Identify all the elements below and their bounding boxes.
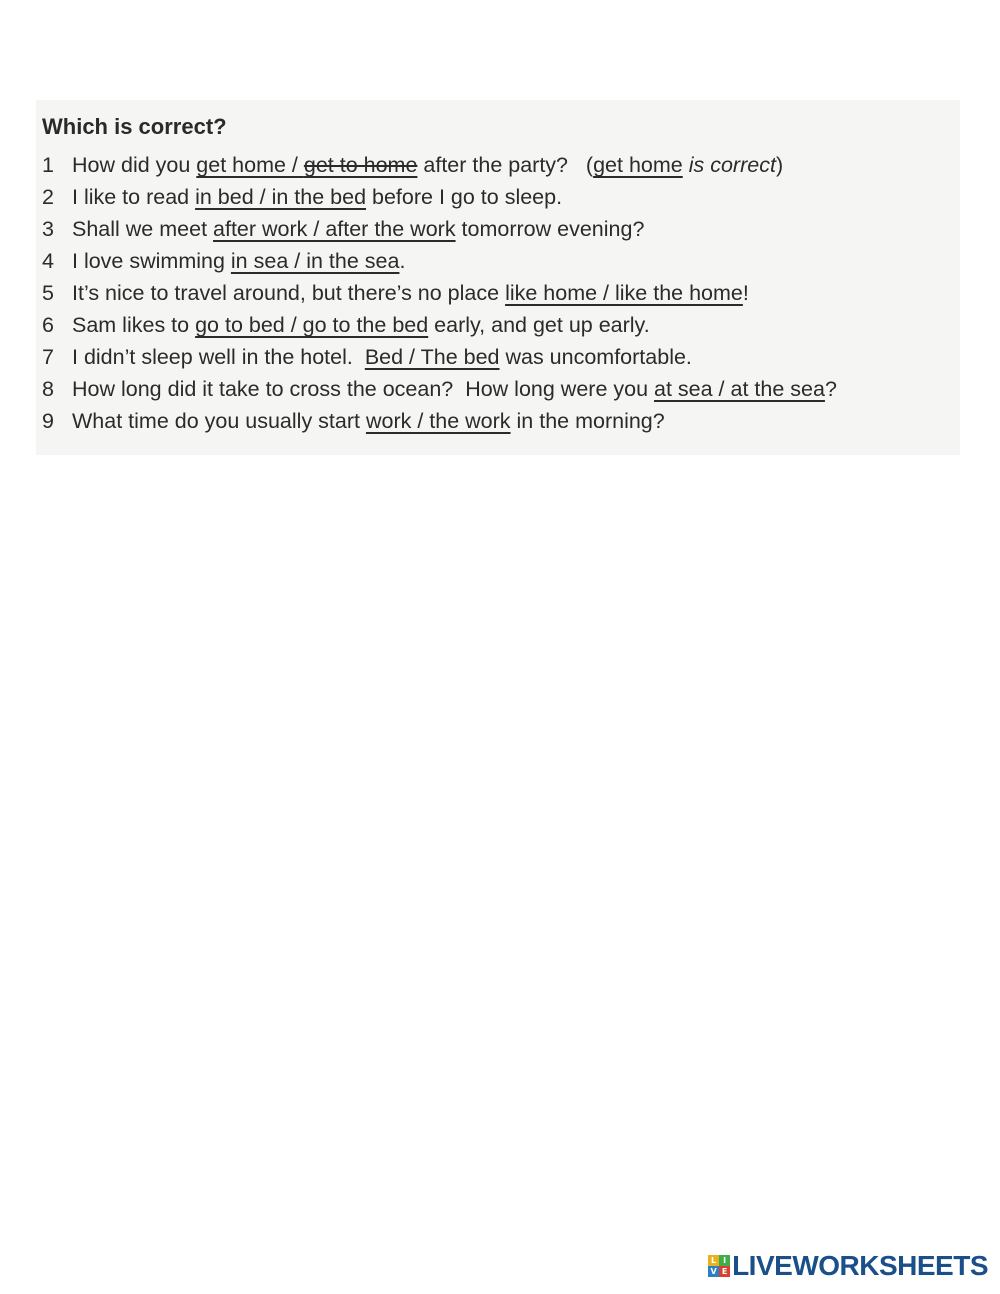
item-number: 2 bbox=[42, 185, 54, 209]
answer-options[interactable]: go to bed / go to the bed bbox=[195, 313, 429, 337]
liveworksheets-logo-icon bbox=[708, 1255, 730, 1277]
answer-options[interactable]: in sea / in the sea bbox=[230, 249, 400, 273]
item-text-after: ? bbox=[824, 377, 837, 401]
exercise-item-5 bbox=[42, 277, 972, 309]
exercise-list bbox=[42, 149, 972, 437]
item-text-after: tomorrow evening? bbox=[455, 217, 645, 241]
answer-separator: / bbox=[285, 153, 304, 177]
item-text-after: . bbox=[399, 249, 406, 273]
item-number: 6 bbox=[42, 313, 54, 337]
item-text-before: How did you bbox=[72, 153, 197, 177]
answer-options[interactable]: work / the work bbox=[365, 409, 511, 433]
answer-options[interactable]: like home / like the home bbox=[505, 281, 743, 305]
exercise-item-1 bbox=[42, 149, 972, 181]
item-number: 4 bbox=[42, 249, 54, 273]
item-number: 9 bbox=[42, 409, 54, 433]
logo-tile-v: V bbox=[708, 1266, 719, 1277]
item-text-after: ! bbox=[742, 281, 749, 305]
example-note-close: ) bbox=[775, 153, 784, 177]
item-text-before: How long did it take to cross the ocean? How long were you bbox=[72, 377, 655, 401]
logo-tile-e: E bbox=[719, 1266, 730, 1277]
exercise-item-3 bbox=[42, 213, 972, 245]
item-text-before: I love swimming bbox=[72, 249, 231, 273]
item-number: 5 bbox=[42, 281, 54, 305]
item-text-before: What time do you usually start bbox=[72, 409, 366, 433]
item-text-after: was uncomfortable. bbox=[499, 345, 692, 369]
example-note-answer: get home bbox=[593, 153, 683, 177]
answer-options[interactable]: after work / after the work bbox=[213, 217, 456, 241]
exercise-item-7 bbox=[42, 341, 972, 373]
item-text-before: I like to read bbox=[72, 185, 196, 209]
item-text-before: Sam likes to bbox=[72, 313, 196, 337]
item-number: 1 bbox=[42, 153, 54, 177]
answer-option-correct[interactable]: get home bbox=[196, 153, 286, 177]
answer-options[interactable]: in bed / in the bed bbox=[195, 185, 367, 209]
exercise-heading: Which is correct? bbox=[42, 114, 227, 139]
item-text-after: in the morning? bbox=[510, 409, 665, 433]
item-number: 8 bbox=[42, 377, 54, 401]
example-note-text: is correct bbox=[682, 153, 776, 177]
item-text-before: I didn’t sleep well in the hotel. bbox=[72, 345, 365, 369]
exercise-item-6 bbox=[42, 309, 972, 341]
item-text-before: It’s nice to travel around, but there’s no place bbox=[72, 281, 506, 305]
item-text-after: before I go to sleep. bbox=[366, 185, 563, 209]
answer-options[interactable]: Bed / The bed bbox=[364, 345, 500, 369]
liveworksheets-logo-text: LIVEWORKSHEETS bbox=[732, 1250, 988, 1281]
answer-option-crossed-out[interactable]: get to home bbox=[303, 153, 418, 177]
exercise-item-9 bbox=[42, 405, 972, 437]
item-number: 7 bbox=[42, 345, 54, 369]
exercise-item-4 bbox=[42, 245, 972, 277]
item-number: 3 bbox=[42, 217, 54, 241]
item-text-before: Shall we meet bbox=[72, 217, 214, 241]
item-text-after: early, and get up early. bbox=[428, 313, 650, 337]
item-text-after: after the party? ( bbox=[417, 153, 594, 177]
logo-tile-l: L bbox=[708, 1255, 719, 1266]
logo-tile-i: I bbox=[719, 1255, 730, 1266]
exercise-item-8 bbox=[42, 373, 972, 405]
liveworksheets-logo bbox=[708, 1252, 988, 1280]
exercise-item-2 bbox=[42, 181, 972, 213]
answer-options[interactable]: at sea / at the sea bbox=[654, 377, 825, 401]
